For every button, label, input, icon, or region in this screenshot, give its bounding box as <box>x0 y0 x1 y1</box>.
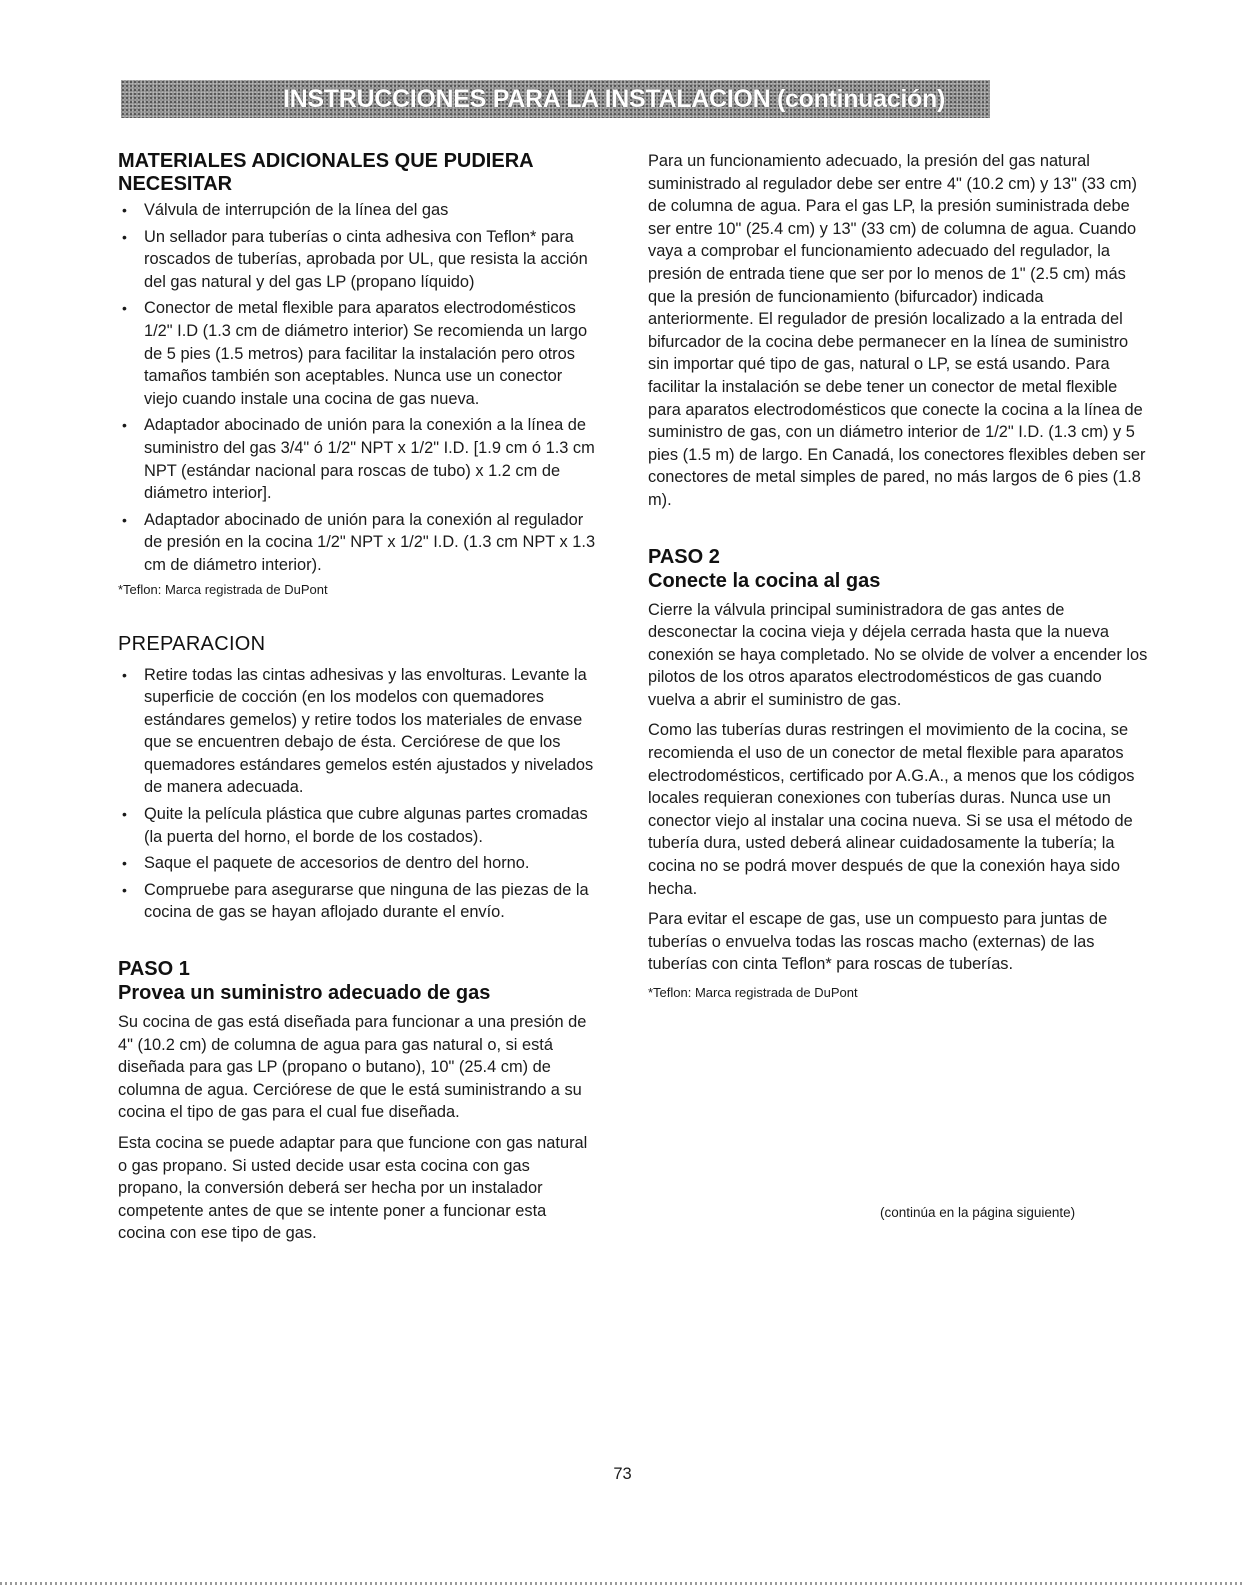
list-item: • Conector de metal flexible para aparatos electrodomésticos 1/2" I.D (1.3 cm de diámetro interior) Se recomienda un largo de 5 pies (1.5 metros) para facilitar la instalación pero otros tamaños también son aceptables. Nunca use un conector viejo cuando instale una cocina de gas nueva. <box>118 297 598 410</box>
list-item: • Compruebe para asegurarse que ninguna de las piezas de la cocina de gas se hayan aflojado durante el envío. <box>118 879 598 924</box>
step2-label: PASO 2 <box>648 545 720 568</box>
list-item: • Quite la película plástica que cubre algunas partes cromadas (la puerta del horno, el borde de los costados). <box>118 803 598 848</box>
step2-title: Conecte la cocina al gas <box>648 569 881 592</box>
step1-paragraph: Esta cocina se puede adaptar para que funcione con gas natural o gas propano. Si usted decide usar esta cocina con gas propano, la conversión deberá ser hecha por un instalador competente antes de que se intente poner a funcionar esta cocina con ese tipo de gas. <box>118 1134 588 1243</box>
banner-title: INSTRUCCIONES PARA LA INSTALACION (continuación) <box>283 85 945 113</box>
step2-paragraph: Como las tuberías duras restringen el movimiento de la cocina, se recomienda el uso de un conector de metal flexible para aparatos electrodomésticos, certificado por A.G.A., a menos que los códigos locales requieran conexiones con tuberías duras. Nunca use un conector viejo al instalar una cocina nueva. Si se usa el método de tubería dura, usted deberá alinear cuidadosamente la tubería; la cocina no se podrá mover después de que la conexión haya sido hecha. <box>648 721 1135 898</box>
teflon-footnote: *Teflon: Marca registrada de DuPont <box>648 985 858 1000</box>
list-item: • Adaptador abocinado de unión para la conexión a la línea de suministro del gas 3/4" ó 1/2" NPT x 1/2" I.D. [1.9 cm ó 1.3 cm NPT (estándar nacional para roscas de tubo) x 1.2 cm de diámetro interior]. <box>118 414 598 504</box>
list-item: • Válvula de interrupción de la línea del gas <box>118 199 598 222</box>
list-item: • Retire todas las cintas adhesivas y las envolturas. Levante la superficie de cocción (en los modelos con quemadores estándares gemelos) y retire todos los materiales de envase que se encuentren debajo de ésta. Cerciórese de que los quemadores estándares gemelos estén ajustados y nivelados de manera adecuada. <box>118 664 598 800</box>
preparation-heading: PREPARACION <box>118 632 266 655</box>
materials-list <box>118 199 598 577</box>
step2-paragraph: Para evitar el escape de gas, use un compuesto para juntas de tuberías o envuelva todas las roscas macho (externas) de las tuberías con cinta Teflon* para roscas de tuberías. <box>648 910 1108 974</box>
continued-note: (continúa en la página siguiente) <box>880 1205 1076 1220</box>
step1-paragraph: Su cocina de gas está diseñada para funcionar a una presión de 4" (10.2 cm) de columna de agua para gas natural o, si está diseñada para gas LP (propano o butano), 10" (25.4 cm) de columna de agua. Cerciórese de que le está suministrando a su cocina el tipo de gas para el cual fue diseñada. <box>118 1013 587 1122</box>
list-item: • Adaptador abocinado de unión para la conexión al regulador de presión en la cocina 1/2" NPT x 1/2" I.D. (1.3 cm NPT x 1.3 cm de diámetro interior). <box>118 509 598 577</box>
left-column <box>118 150 598 1245</box>
step1-title: Provea un suministro adecuado de gas <box>118 982 491 1005</box>
teflon-footnote: *Teflon: Marca registrada de DuPont <box>118 581 328 597</box>
list-item: • Un sellador para tuberías o cinta adhesiva con Teflon* para roscados de tuberías, aprobada por UL, que resista la acción del gas natural y del gas LP (propano líquido) <box>118 226 598 294</box>
list-item: • Saque el paquete de accesorios de dentro del horno. <box>118 852 598 875</box>
preparation-list <box>118 664 598 925</box>
materials-heading: MATERIALES ADICIONALES QUE PUDIERA NECESITAR <box>118 150 533 195</box>
step1-label: PASO 1 <box>118 958 190 981</box>
pressure-paragraph: Para un funcionamiento adecuado, la presión del gas natural suministrado al regulador debe ser entre 4" (10.2 cm) y 13" (33 cm) de columna de agua. Para el gas LP, la presión suministrada debe ser entre 10" (25.4 cm) y 13" (33 cm) de columna de agua. Cuando vaya a comprobar el funcionamiento adecuado del regulador, la presión de entrada tiene que ser por lo menos de 1" (2.5 cm) más que la presión de funcionamiento (bifurcador) indicada anteriormente. El regulador de presión localizado a la entrada del bifurcador de la cocina debe permanecer en la línea de suministro sin importar qué tipo de gas, natural o LP, se está usando. Para facilitar la instalación se debe tener un conector de metal flexible para aparatos electrodomésticos que conecte la cocina a la línea de suministro de gas, con un diámetro interior de 1/2" I.D. (1.3 cm) y 5 pies (1.5 m) de largo. En Canadá, los conectores flexibles deben ser conectores de metal simples de pared, no más largos de 6 pies (1.8 m). <box>648 152 1146 509</box>
step2-paragraph: Cierre la válvula principal suministradora de gas antes de desconectar la cocina vieja y déjela cerrada hasta que la nueva conexión se haya completado. No se olvide de volver a encender los pilotos de los otros aparatos electrodomésticos de gas cuando vuelva a abrir el suministro de gas. <box>648 600 1148 709</box>
right-column <box>648 150 1148 1002</box>
page-number: 73 <box>613 1465 632 1483</box>
